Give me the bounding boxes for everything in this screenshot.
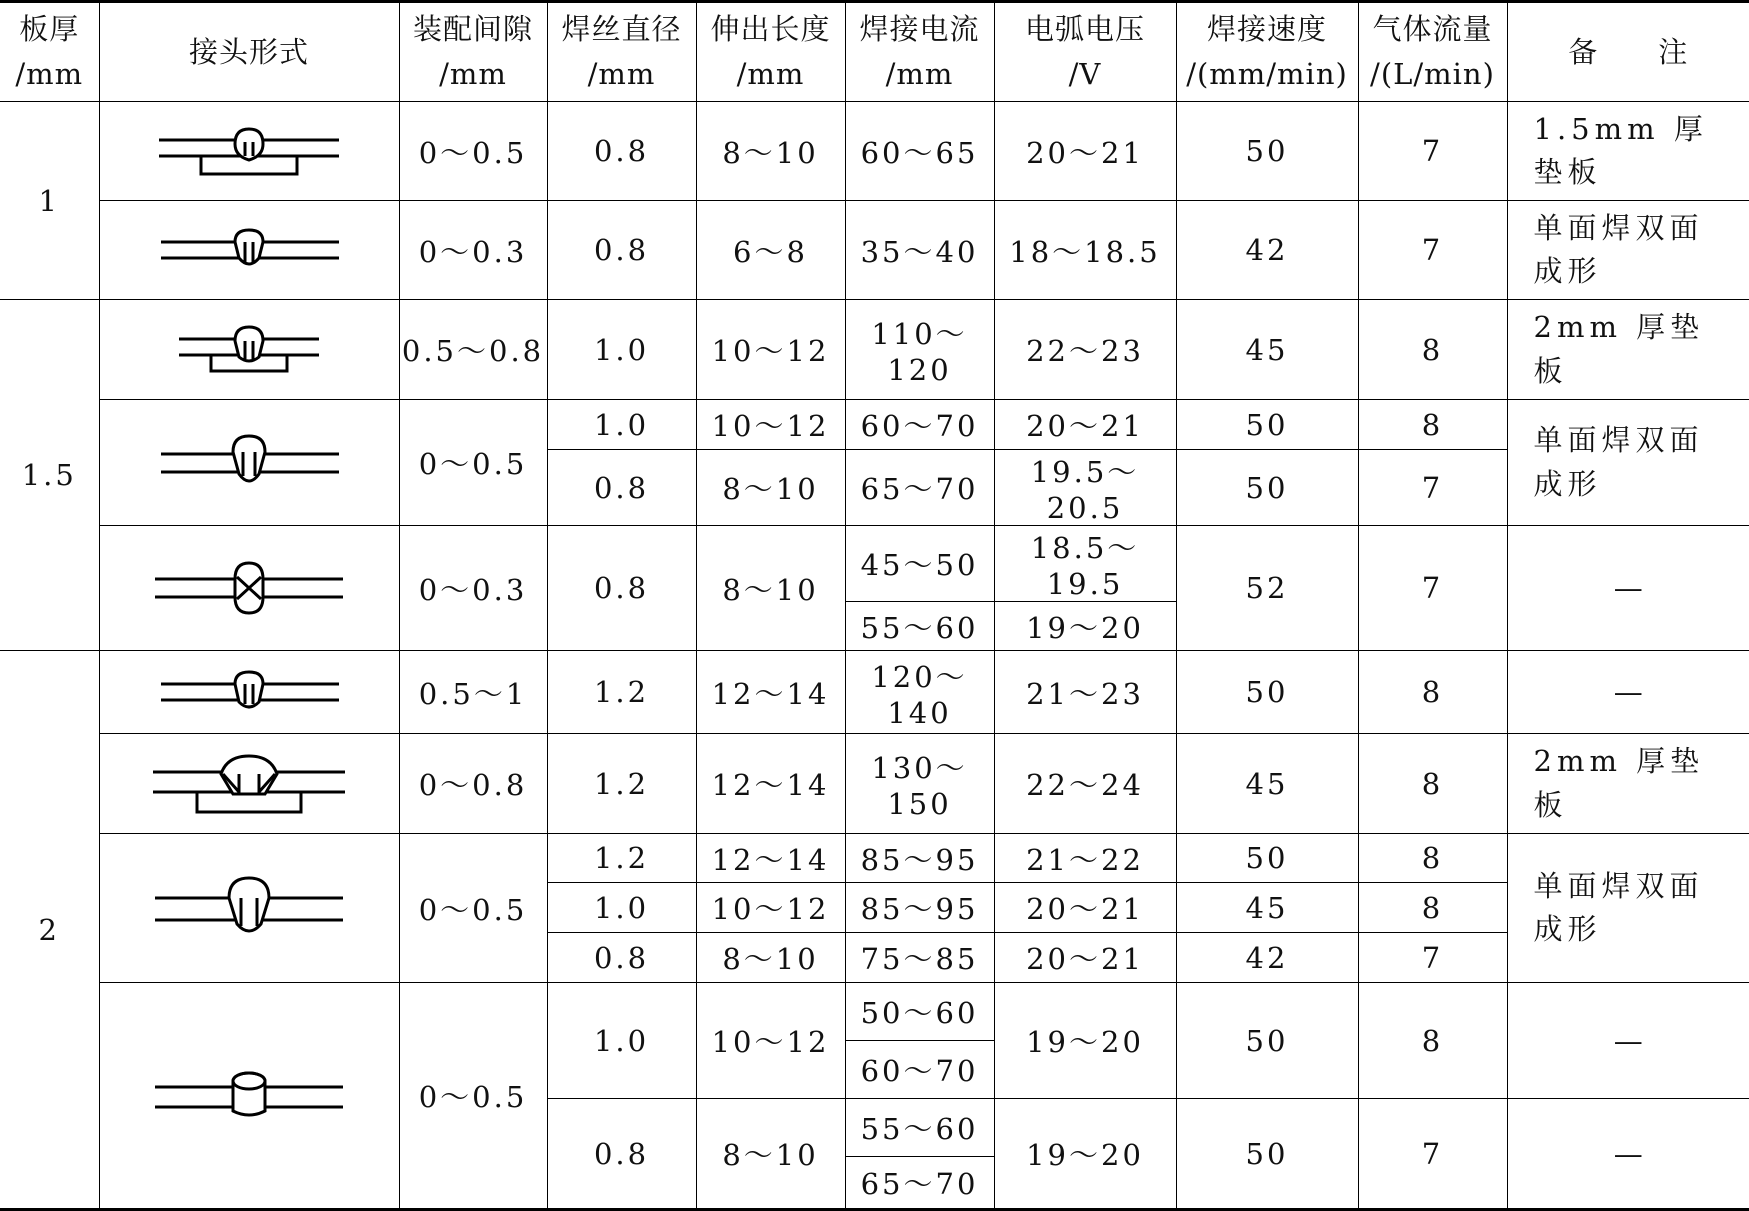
gap-cell: 0.5～0.8 (399, 300, 547, 400)
gas-cell: 7 (1358, 1099, 1507, 1210)
voltage-cell: 21～23 (994, 651, 1176, 734)
table-row (0, 651, 1749, 734)
joint-cell (99, 300, 399, 400)
joint-cell (99, 526, 399, 651)
current-cell: 35～40 (845, 201, 994, 300)
table-row (0, 834, 1749, 883)
voltage-cell: 19～20 (994, 983, 1176, 1099)
voltage-cell: 19～20 (994, 602, 1176, 651)
current-cell: 55～60 (845, 602, 994, 651)
remark-cell: 2mm 厚垫板 (1507, 734, 1749, 834)
speed-cell: 50 (1176, 400, 1358, 450)
voltage-cell: 20～21 (994, 102, 1176, 201)
current-cell: 130～150 (845, 734, 994, 834)
wire-cell: 0.8 (547, 450, 696, 526)
speed-cell: 45 (1176, 300, 1358, 400)
gas-cell: 8 (1358, 834, 1507, 883)
gas-cell: 7 (1358, 201, 1507, 300)
voltage-cell: 21～22 (994, 834, 1176, 883)
remark-cell: 2mm 厚垫板 (1507, 300, 1749, 400)
header-thickness: 板厚 /mm (0, 2, 99, 102)
remark-cell: — (1507, 526, 1749, 651)
table-row (0, 983, 1749, 1041)
stickout-cell: 8～10 (696, 1099, 845, 1210)
current-cell: 60～70 (845, 1041, 994, 1099)
remark-cell: — (1507, 1099, 1749, 1210)
lap-backing-weld-icon (139, 116, 359, 186)
wire-cell: 0.8 (547, 526, 696, 651)
table-row (0, 526, 1749, 602)
wire-cell: 1.0 (547, 300, 696, 400)
voltage-cell: 19～20 (994, 1099, 1176, 1210)
current-cell: 65～70 (845, 450, 994, 526)
wire-cell: 1.2 (547, 651, 696, 734)
current-cell: 75～85 (845, 933, 994, 983)
wire-cell: 1.0 (547, 883, 696, 933)
current-cell: 85～95 (845, 883, 994, 933)
butt-weld-icon (139, 220, 359, 280)
gas-cell: 8 (1358, 400, 1507, 450)
remark-cell: — (1507, 651, 1749, 734)
thickness-cell: 1 (0, 102, 99, 300)
voltage-cell: 22～23 (994, 300, 1176, 400)
gap-cell: 0～0.8 (399, 734, 547, 834)
gas-cell: 7 (1358, 450, 1507, 526)
gas-cell: 8 (1358, 734, 1507, 834)
thickness-cell: 1.5 (0, 300, 99, 651)
wire-cell: 1.2 (547, 834, 696, 883)
header-joint: 接头形式 (99, 2, 399, 102)
header-gap: 装配间隙 /mm (399, 2, 547, 102)
speed-cell: 45 (1176, 734, 1358, 834)
stickout-cell: 10～12 (696, 883, 845, 933)
header-row (0, 2, 1749, 102)
wire-cell: 0.8 (547, 1099, 696, 1210)
butt-weld-icon (139, 664, 359, 720)
gap-cell: 0～0.5 (399, 102, 547, 201)
remark-cell: 单面焊双面成形 (1507, 834, 1749, 983)
gap-cell: 0～0.3 (399, 201, 547, 300)
speed-cell: 42 (1176, 201, 1358, 300)
speed-cell: 52 (1176, 526, 1358, 651)
gap-cell: 0～0.5 (399, 983, 547, 1210)
header-wire-diameter: 焊丝直径 /mm (547, 2, 696, 102)
table-row (0, 201, 1749, 300)
header-voltage: 电弧电压 /V (994, 2, 1176, 102)
double-sided-butt-weld-icon (139, 553, 359, 623)
current-cell: 65～70 (845, 1157, 994, 1210)
stickout-cell: 12～14 (696, 651, 845, 734)
speed-cell: 50 (1176, 651, 1358, 734)
header-current: 焊接电流 /mm (845, 2, 994, 102)
butt-backing-weld-icon (139, 315, 359, 385)
stickout-cell: 8～10 (696, 933, 845, 983)
voltage-cell: 18～18.5 (994, 201, 1176, 300)
stickout-cell: 12～14 (696, 834, 845, 883)
speed-cell: 42 (1176, 933, 1358, 983)
joint-cell (99, 201, 399, 300)
remark-cell: 单面焊双面成形 (1507, 400, 1749, 526)
header-remark: 备 注 (1507, 2, 1749, 102)
header-speed: 焊接速度 /(mm/min) (1176, 2, 1358, 102)
voltage-cell: 18.5～19.5 (994, 526, 1176, 602)
speed-cell: 50 (1176, 983, 1358, 1099)
stickout-cell: 10～12 (696, 983, 845, 1099)
current-cell: 55～60 (845, 1099, 994, 1157)
wire-cell: 1.0 (547, 400, 696, 450)
remark-cell: 1.5mm 厚垫板 (1507, 102, 1749, 201)
gap-cell: 0～0.5 (399, 400, 547, 526)
voltage-cell: 22～24 (994, 734, 1176, 834)
current-cell: 85～95 (845, 834, 994, 883)
speed-cell: 50 (1176, 834, 1358, 883)
gas-cell: 8 (1358, 300, 1507, 400)
gas-cell: 7 (1358, 102, 1507, 201)
current-cell: 110～120 (845, 300, 994, 400)
joint-cell (99, 400, 399, 526)
stickout-cell: 10～12 (696, 300, 845, 400)
joint-cell (99, 834, 399, 983)
speed-cell: 50 (1176, 450, 1358, 526)
joint-cell (99, 651, 399, 734)
gap-cell: 0～0.5 (399, 834, 547, 983)
table-row (0, 400, 1749, 450)
gas-cell: 7 (1358, 933, 1507, 983)
butt-weld-icon (139, 428, 359, 498)
wire-cell: 1.2 (547, 734, 696, 834)
stickout-cell: 8～10 (696, 526, 845, 651)
stickout-cell: 8～10 (696, 102, 845, 201)
table-row (0, 734, 1749, 834)
header-stickout: 伸出长度 /mm (696, 2, 845, 102)
voltage-cell: 20～21 (994, 883, 1176, 933)
voltage-cell: 20～21 (994, 933, 1176, 983)
stickout-cell: 8～10 (696, 450, 845, 526)
table-row (0, 300, 1749, 400)
stickout-cell: 10～12 (696, 400, 845, 450)
joint-cell (99, 102, 399, 201)
speed-cell: 45 (1176, 883, 1358, 933)
current-cell: 45～50 (845, 526, 994, 602)
joint-cell (99, 983, 399, 1210)
voltage-cell: 20～21 (994, 400, 1176, 450)
remark-cell: — (1507, 983, 1749, 1099)
thickness-cell: 2 (0, 651, 99, 1210)
wire-cell: 0.8 (547, 201, 696, 300)
gas-cell: 8 (1358, 883, 1507, 933)
joint-cell (99, 734, 399, 834)
wire-cell: 1.0 (547, 983, 696, 1099)
wire-cell: 0.8 (547, 102, 696, 201)
butt-weld-icon (139, 868, 359, 948)
gas-cell: 7 (1358, 526, 1507, 651)
butt-backing-weld-icon (139, 744, 359, 824)
gap-cell: 0～0.3 (399, 526, 547, 651)
voltage-cell: 19.5～20.5 (994, 450, 1176, 526)
stickout-cell: 6～8 (696, 201, 845, 300)
remark-cell: 单面焊双面成形 (1507, 201, 1749, 300)
wire-cell: 0.8 (547, 933, 696, 983)
current-cell: 50～60 (845, 983, 994, 1041)
speed-cell: 50 (1176, 1099, 1358, 1210)
gas-cell: 8 (1358, 651, 1507, 734)
header-gas-flow: 气体流量 /(L/min) (1358, 2, 1507, 102)
stickout-cell: 12～14 (696, 734, 845, 834)
current-cell: 60～70 (845, 400, 994, 450)
table-row (0, 102, 1749, 201)
butt-weld-icon (139, 1061, 359, 1131)
current-cell: 60～65 (845, 102, 994, 201)
gap-cell: 0.5～1 (399, 651, 547, 734)
speed-cell: 50 (1176, 102, 1358, 201)
current-cell: 120～140 (845, 651, 994, 734)
gas-cell: 8 (1358, 983, 1507, 1099)
